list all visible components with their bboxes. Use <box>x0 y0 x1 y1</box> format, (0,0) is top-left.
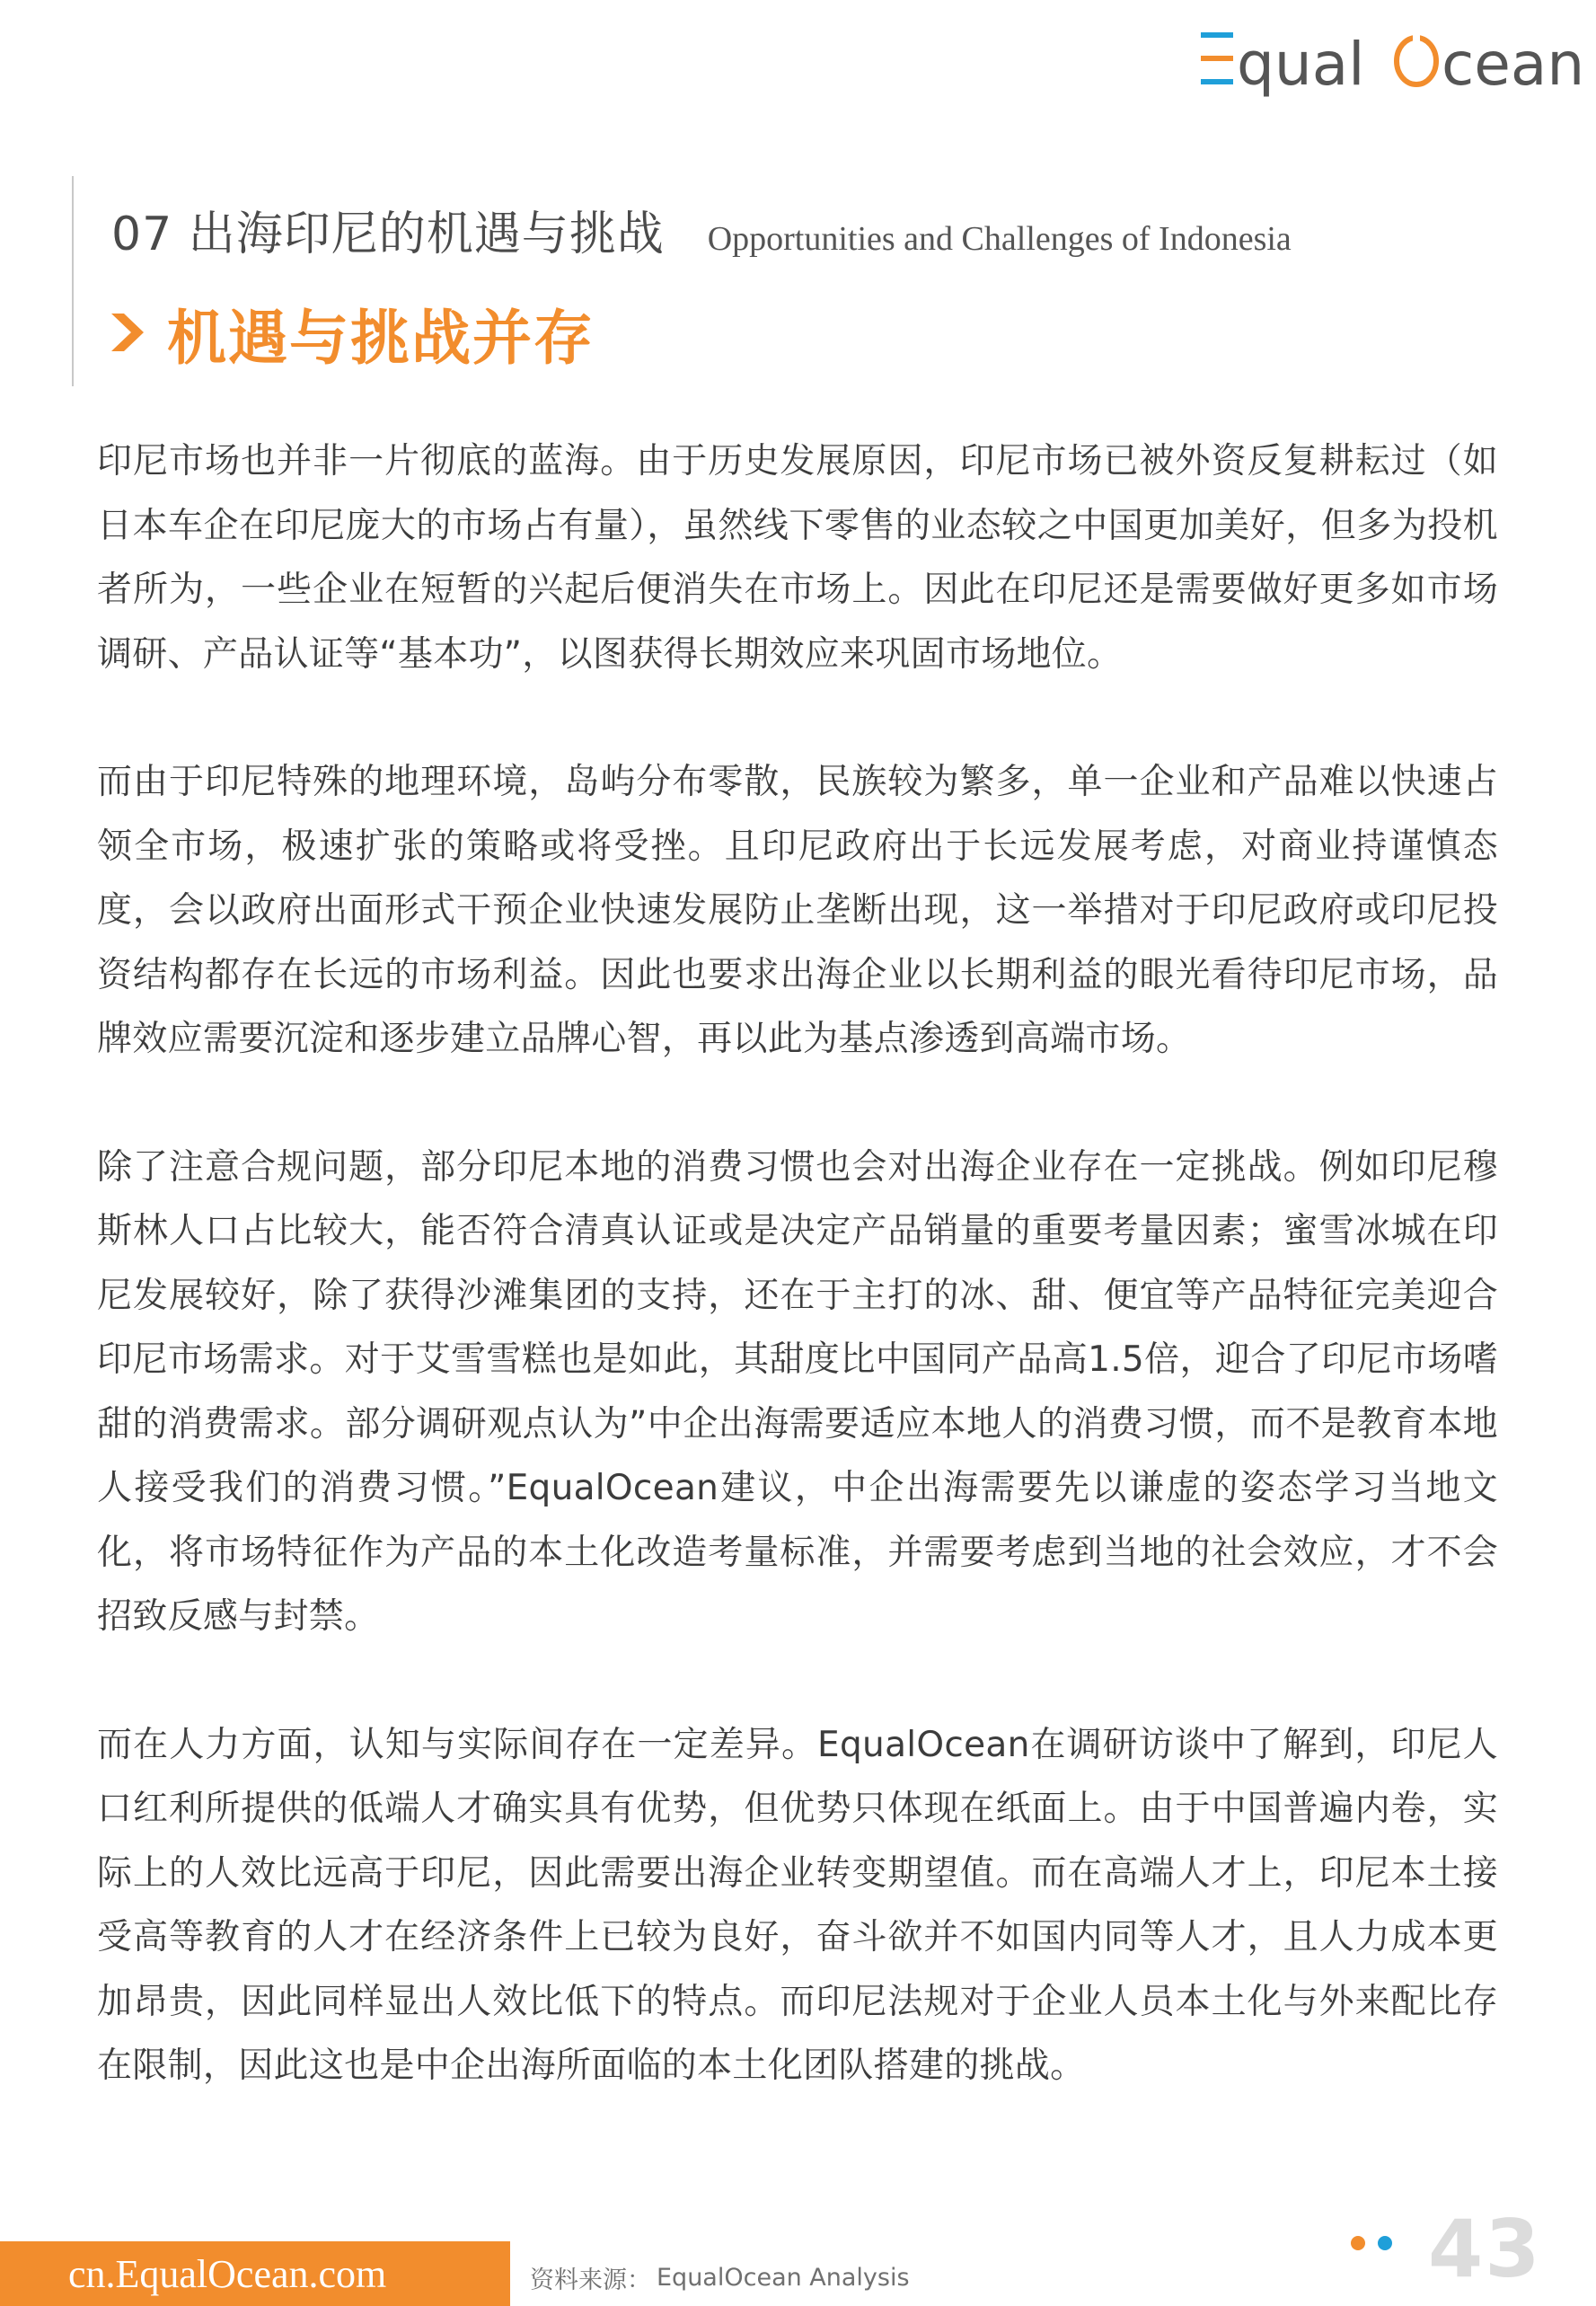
footer-website-band <box>0 2241 510 2306</box>
subtitle-text: 机遇与挑战并存 <box>167 303 595 373</box>
equalocean-logo <box>1201 20 1596 119</box>
logo-o-ring <box>1397 38 1436 84</box>
page-number: 43 <box>1428 2203 1542 2295</box>
section-title <box>111 196 1292 259</box>
logo-e-top-bar <box>1201 32 1233 38</box>
paragraph-2: 而由于印尼特殊的地理环境，岛屿分布零散，民族较为繁多，单一企业和产品难以快速占领全市场，极速扩张的策略或将受挫。且印尼政府出于长远发展考虑，对商业持谨慎态度，会以政府出面形式干预企业快速发展防止垄断出现，这一举措对于印尼政府或印尼投资结构都存在长远的市场利益。因此也要求出海企业以长期利益的眼光看待印尼市场，品牌效应需要沉淀和逐步建立品牌心智，再以此为基点渗透到高端市场。 <box>97 762 1498 1059</box>
logo-o-gap <box>1413 34 1420 43</box>
logo-e-bottom-bar <box>1201 79 1233 84</box>
section-subtitle <box>108 292 595 373</box>
source-note <box>530 2257 910 2297</box>
paragraph-3: 除了注意合规问题，部分印尼本地的消费习惯也会对出海企业存在一定挑战。例如印尼穆斯林人口占比较大，能否符合清真认证或是决定产品销量的重要考量因素；蜜雪冰城在印尼发展较好，除了获得沙滩集团的支持，还在于主打的冰、甜、便宜等产品特征完美迎合印尼市场需求。对于艾雪雪糕也是如此，其甜度比中国同产品高1.5倍，迎合了印尼市场嗜甜的消费需求。部分调研观点认为”中企出海需要适应本地人的消费习惯，而不是教育本地人接受我们的消费习惯。”EqualOcean建议，中企出海需要先以谦虚的姿态学习当地文化，将市场特征作为产品的本土化改造考量标准，并需要考虑到当地的社会效应，才不会招致反感与封禁。 <box>97 1146 1498 1637</box>
section-title-english: Opportunities and Challenges of Indonesia <box>707 220 1292 258</box>
blue-dot <box>1378 2236 1392 2250</box>
paragraph-4: 而在人力方面，认知与实际间存在一定差异。EqualOcean在调研访谈中了解到，印尼人口红利所提供的低端人才确实具有优势，但优势只体现在纸面上。由于中国普遍内卷，实际上的人效比远高于印尼，因此需要出海企业转变期望值。而在高端人才上，印尼本土接受高等教育的人才在经济条件上已较为良好，奋斗欲并不如国内同等人才，且人力成本更加昂贵，因此同样显出人效比低下的特点。而印尼法规对于企业人员本土化与外来配比存在限制，因此这也是中企出海所面临的本土化团队搭建的挑战。 <box>97 1724 1498 2086</box>
paragraph-1: 印尼市场也并非一片彻底的蓝海。由于历史发展原因，印尼市场已被外资反复耕耘过（如日本车企在印尼庞大的市场占有量），虽然线下零售的业态较之中国更加美好，但多为投机者所为，一些企业在短暂的兴起后便消失在市场上。因此在印尼还是需要做好更多如市场调研、产品认证等“基本功”，以图获得长期效应来巩固市场地位。 <box>97 441 1498 675</box>
logo-text-qual: qual <box>1237 30 1365 99</box>
chevron-right-icon <box>108 310 147 355</box>
footer-website-link[interactable]: cn.EqualOcean.com <box>68 2251 387 2296</box>
orange-dot <box>1351 2236 1365 2250</box>
logo-text-cean: cean <box>1442 30 1585 99</box>
section-title-chinese: 07 出海印尼的机遇与挑战 <box>111 208 665 261</box>
page-dots-decoration <box>1347 2230 1401 2257</box>
article-body <box>97 429 1498 2162</box>
source-value: EqualOcean Analysis <box>657 2263 910 2292</box>
logo-e-mid-bar <box>1201 56 1233 61</box>
section-vertical-rule <box>72 176 74 386</box>
source-label: 资料来源： <box>530 2266 651 2294</box>
